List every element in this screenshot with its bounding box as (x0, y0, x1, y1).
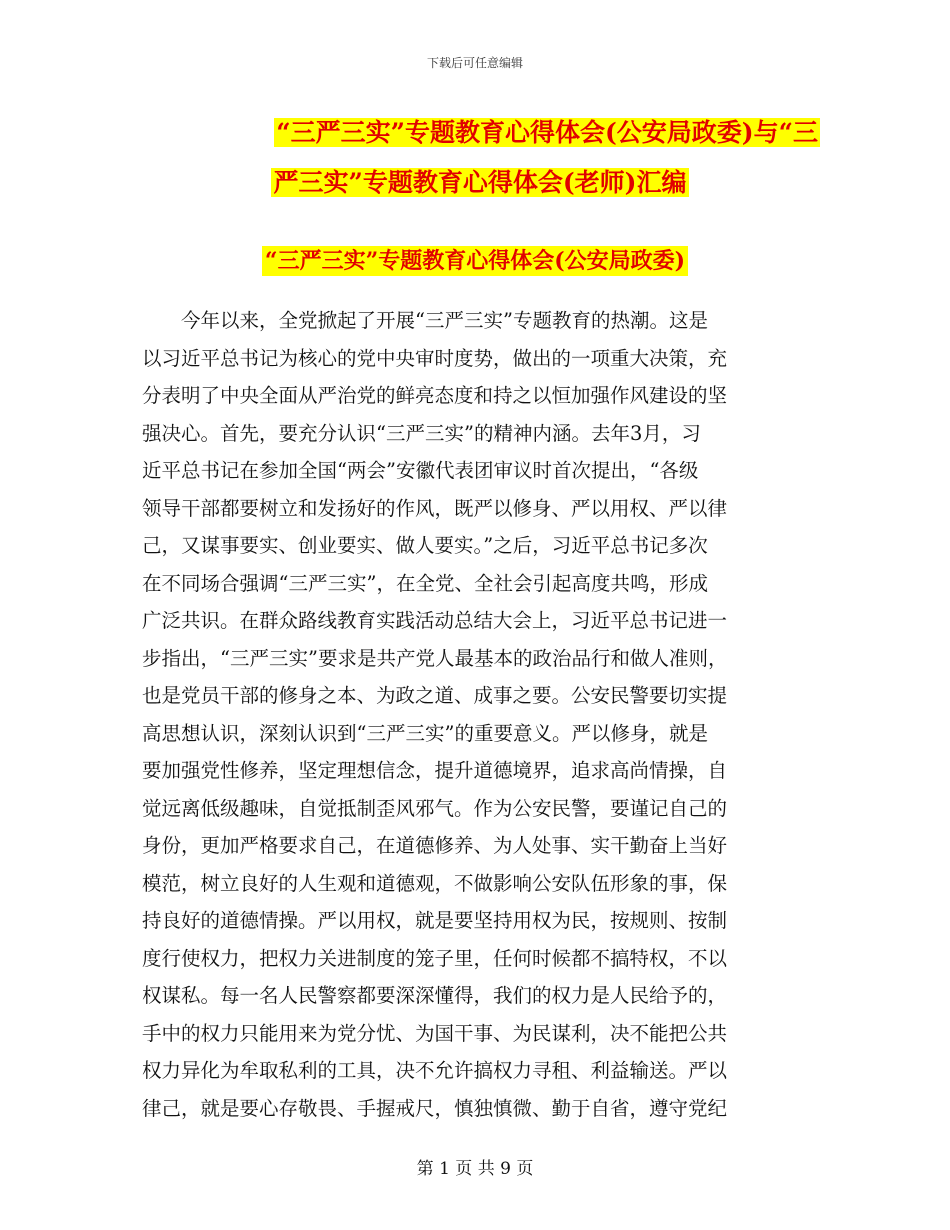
title-line-2: 严三实”专题教育心得体会(老师)汇编 (273, 168, 687, 197)
body-line: 高思想认识，深刻认识到“三严三实”的重要意义。严以修身，就是 (142, 721, 708, 745)
header-note: 下载后可任意编辑 (426, 56, 523, 70)
body-line: 己，又谋事要实、创业要实、做人要实。”之后，习近平总书记多次 (142, 534, 708, 557)
body-line: 广泛共识。在群众路线教育实践活动总结大会上，习近平总书记进一 (142, 609, 728, 632)
body-line: 步指出，“三严三实”要求是共产党人最基本的政治品行和做人准则， (142, 646, 728, 670)
section-title (0, 244, 950, 275)
body-line: 权谋私。每一名人民警察都要深深懂得，我们的权力是人民给予的， (142, 984, 728, 1007)
body-line: 觉远离低级趣味，自觉抵制歪风邪气。作为公安民警，要谨记自己的 (142, 796, 728, 820)
body-line: 分表明了中央全面从严治党的鲜亮态度和持之以恒加强作风建设的坚 (142, 384, 728, 407)
body-line: 今年以来，全党掀起了开展“三严三实”专题教育的热潮。这是 (142, 309, 708, 332)
body-line: 模范，树立良好的人生观和道德观，不做影响公安队伍形象的事，保 (142, 871, 728, 895)
body-line: 以习近平总书记为核心的党中央审时度势，做出的一项重大决策，充 (142, 346, 728, 370)
body-line: 领导干部都要树立和发扬好的作风，既严以修身、严以用权、严以律 (142, 496, 728, 520)
document-title (140, 108, 820, 208)
body-line: 强决心。首先，要充分认识“三严三实”的精神内涵。去年3月，习 (142, 421, 701, 445)
body-line: 身份，更加严格要求自己，在道德修养、为人处事、实干勤奋上当好 (142, 834, 728, 857)
body-line: 要加强党性修养，坚定理想信念，提升道德境界，追求高尚情操，自 (142, 759, 728, 782)
body-line: 在不同场合强调“三严三实”，在全党、全社会引起高度共鸣，形成 (142, 571, 708, 595)
body-line: 权力异化为牟取私利的工具，决不允许搞权力寻租、利益输送。严以 (142, 1059, 728, 1082)
body-line: 持良好的道德情操。严以用权，就是要坚持用权为民，按规则、按制 (142, 909, 728, 932)
body-line: 手中的权力只能用来为党分忧、为国干事、为民谋利，决不能把公共 (142, 1021, 728, 1045)
body-line: 度行使权力，把权力关进制度的笼子里，任何时候都不搞特权，不以 (142, 946, 728, 970)
page-footer: 第 1 页 共 9 页 (416, 1159, 534, 1179)
body-line: 也是党员干部的修身之本、为政之道、成事之要。公安民警要切实提 (142, 684, 728, 707)
title-line-1: “三严三实”专题教育心得体会(公安局政委)与“三 (276, 118, 818, 147)
body-line: 律己，就是要心存敬畏、手握戒尺，慎独慎微、勤于自省，遵守党纪 (142, 1096, 728, 1120)
body-paragraph (142, 302, 812, 1127)
body-line: 近平总书记在参加全国“两会”安徽代表团审议时首次提出，“各级 (142, 459, 699, 482)
section-title-text: “三严三实”专题教育心得体会(公安局政委) (262, 246, 688, 276)
